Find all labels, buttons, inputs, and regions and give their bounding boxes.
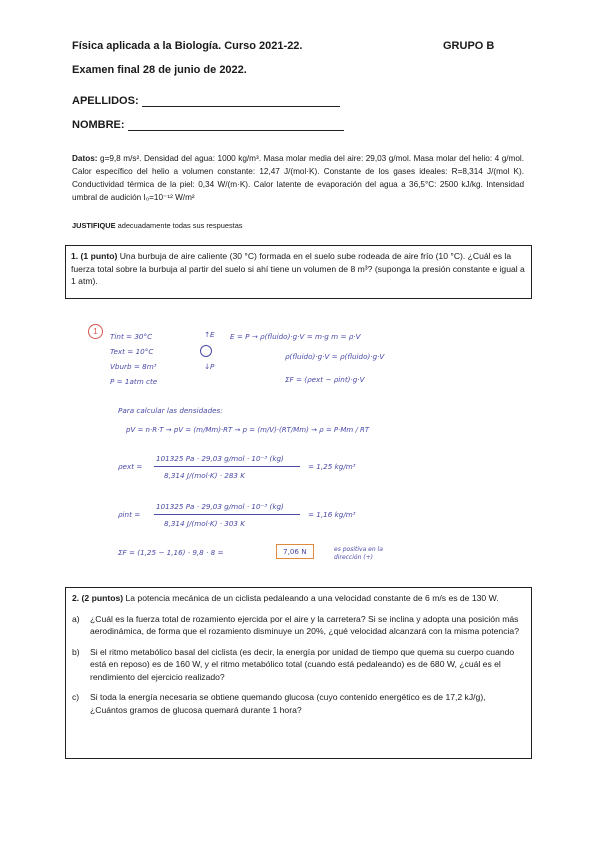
question-2-item-b-label: b) (72, 646, 80, 657)
hw-rho-ext-label: ρext = (118, 462, 143, 471)
question-2-item-c-label: c) (72, 692, 80, 702)
question-2-box (65, 587, 532, 759)
question-1-number: 1. (1 punto) (71, 251, 118, 261)
hw-eq4: pV = n·R·T → pV = (m/Mm)·RT → p = (m/V)·(RT/Mm) → ρ = P·Mm / RT (126, 426, 370, 434)
hw-arrow-p: ↓P (204, 362, 215, 371)
apellidos-label: APELLIDOS: (72, 95, 139, 107)
justify-bold: JUSTIFIQUE (72, 221, 116, 230)
hw-tint: Tint = 30°C (110, 332, 153, 341)
nombre-label: NOMBRE: (72, 119, 125, 131)
question-2-item-a-text: ¿Cuál es la fuerza total de rozamiento ejercida por el aire y la carretera? Si se inclina y adopta una posición más aerodinámica, de forma que el rozamiento disminuye un 20%, ¿qué velocidad alcanzará con la misma potencia? (90, 613, 519, 636)
hw-rho-ext-val: = 1,25 kg/m³ (308, 462, 356, 471)
group-label: GRUPO B (443, 40, 495, 52)
hw-eq3: ΣF = (ρext − ρint)·g·V (285, 375, 365, 384)
question-mark-circle: 1 (88, 324, 103, 339)
course-title: Física aplicada a la Biología. Curso 2021-22. (72, 40, 303, 52)
justify-note (72, 221, 243, 230)
hw-densities-title: Para calcular las densidades: (118, 406, 223, 415)
hw-rho-int-label: ρint = (118, 510, 141, 519)
hw-arrow-e: ↑E (204, 330, 215, 339)
hw-rho-int-num: 101325 Pa · 29,03 g/mol · 10⁻³ (kg) (156, 502, 284, 511)
hw-rho-ext-den: 8,314 J/(mol·K) · 283 K (164, 471, 245, 480)
hw-rho-int-fraction-bar (154, 514, 300, 515)
justify-rest: adecuadamente todas sus respuestas (117, 221, 243, 230)
datos-text: g=9,8 m/s². Densidad del agua: 1000 kg/m³. Masa molar media del aire: 29,03 g/mol. Masa molar del helio: 4 g/mol. Calor específico del helio a volumen constante: 12,47 J/(mol·K). Constante de los gases ideales: R=8,314 J/(mol K). Conductividad térmica de la piel: 0,34 W/(m·K). Calor latente de evaporación del agua a 36,5°C: 2500 kJ/kg. Intensidad umbral de audición I₀=10⁻¹² W/m² (72, 154, 524, 202)
nombre-field[interactable] (128, 119, 344, 131)
question-2-text: La potencia mecánica de un ciclista pedaleando a una velocidad constante de 6 m/s es de 130 W. (125, 593, 499, 603)
hw-pressure: P = 1atm cte (110, 377, 158, 386)
question-2-item-a (72, 613, 525, 638)
question-2-item-c-text: Si toda la energía necesaria se obtiene quemando glucosa (cuyo contenido energético es de 17,2 kJ/g), ¿Cuántos gramos de glucosa quemará durante 1 hora? (90, 692, 486, 715)
datos-block (72, 152, 524, 204)
nombre-row (72, 119, 344, 131)
question-2-item-b (72, 646, 525, 684)
handwritten-solution (80, 320, 530, 575)
hw-eq2: ρ(fluido)·g·V = ρ(fluido)·g·V (285, 352, 385, 361)
apellidos-field[interactable] (142, 95, 340, 107)
bubble-sketch-icon (200, 345, 212, 357)
question-2-number: 2. (2 puntos) (72, 593, 124, 603)
question-2-intro (72, 592, 525, 605)
hw-result-box: 7,06 N (276, 544, 314, 559)
datos-label: Datos: (72, 154, 98, 163)
hw-vbubble: Vburb = 8m³ (110, 362, 157, 371)
exam-date: Examen final 28 de junio de 2022. (72, 64, 247, 76)
question-2-item-b-text: Si el ritmo metabólico basal del ciclista (es decir, la energía por unidad de tiempo que quema su cuerpo cuando está en reposo) es de 160 W, y el ritmo metabólico total (cuando está pedaleando) es de 680 W, ¿cuál es el rendimiento del ejercicio realizado? (90, 646, 515, 682)
hw-note: es positiva en la dirección (+) (334, 546, 383, 561)
question-2-item-c (72, 691, 525, 716)
apellidos-row (72, 95, 340, 107)
question-1-box (65, 245, 532, 299)
hw-rho-int-den: 8,314 J/(mol·K) · 303 K (164, 519, 245, 528)
hw-sum: ΣF = (1,25 − 1,16) · 9,8 · 8 = (118, 548, 224, 557)
hw-text: Text = 10°C (110, 347, 154, 356)
hw-rho-int-val: = 1,16 kg/m³ (308, 510, 356, 519)
question-2-item-a-label: a) (72, 613, 80, 624)
hw-rho-ext-num: 101325 Pa · 29,03 g/mol · 10⁻³ (kg) (156, 454, 284, 463)
hw-rho-ext-fraction-bar (154, 466, 300, 467)
question-1-text: Una burbuja de aire caliente (30 °C) formada en el suelo sube rodeada de aire frío (10 °C). ¿Cuál es la fuerza total sobre la burbuja al partir del suelo si ahí tiene un volumen de 8 m³? (suponga la presión constante e igual a 1 atm). (71, 251, 525, 286)
hw-eq1: E = P → ρ(fluido)·g·V = m·g m = ρ·V (230, 332, 361, 341)
